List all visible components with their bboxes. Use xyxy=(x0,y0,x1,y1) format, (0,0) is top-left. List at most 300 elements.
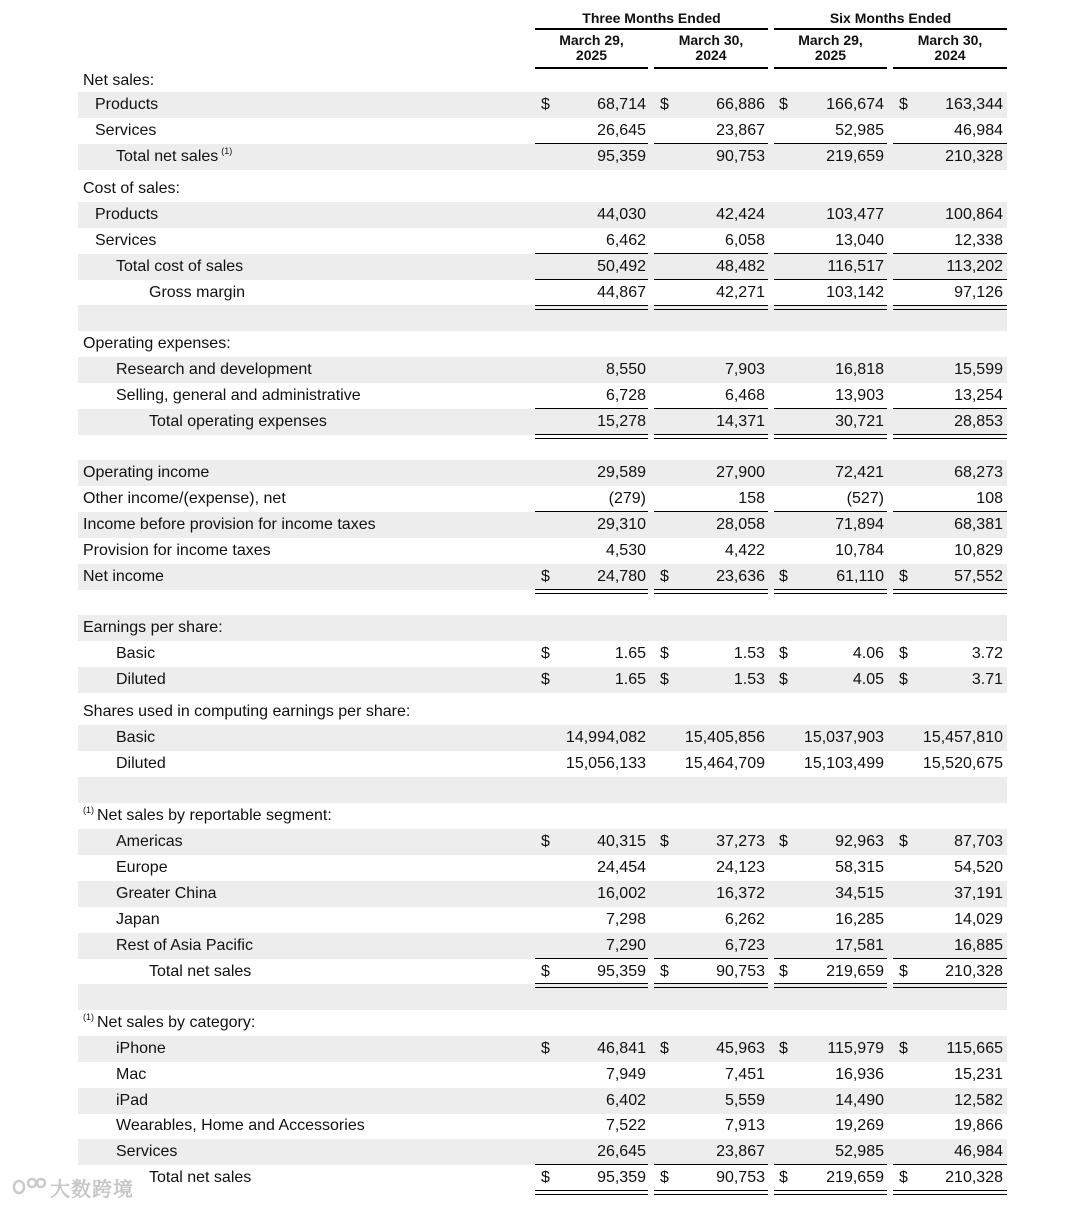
currency-symbol: $ xyxy=(541,568,550,585)
row-label xyxy=(83,486,286,512)
cell-value: 158 xyxy=(738,490,765,507)
underline-rule xyxy=(535,958,648,959)
currency-symbol: $ xyxy=(660,568,669,585)
row-label xyxy=(149,959,251,985)
row-label-text: Total net sales xyxy=(116,148,219,165)
cell-value: 7,949 xyxy=(605,1066,646,1083)
row-label-text: Japan xyxy=(116,911,160,928)
cell-value: 4,530 xyxy=(605,542,646,559)
row-label xyxy=(116,1139,177,1165)
currency-symbol: $ xyxy=(541,96,550,113)
underline-rule xyxy=(893,143,1007,144)
cell-value: 46,984 xyxy=(954,122,1003,139)
cell-value: 50,492 xyxy=(597,258,646,275)
currency-symbol: $ xyxy=(541,1040,550,1057)
cell-value: 15,464,709 xyxy=(684,755,765,772)
row-label-text: Operating income xyxy=(83,464,210,481)
cell-value: 92,963 xyxy=(835,833,884,850)
cell-value: 45,963 xyxy=(716,1040,765,1057)
row-label xyxy=(83,176,180,202)
cell-value: 13,903 xyxy=(835,387,884,404)
cell-value: 16,285 xyxy=(835,911,884,928)
table-row xyxy=(78,538,1007,564)
cell-value: 57,552 xyxy=(954,568,1003,585)
row-label xyxy=(116,383,361,409)
cell-value: 7,451 xyxy=(724,1066,765,1083)
cell-value: 68,273 xyxy=(954,464,1003,481)
currency-symbol: $ xyxy=(660,96,669,113)
cell-value: 15,520,675 xyxy=(922,755,1003,772)
underline-rule xyxy=(774,143,887,144)
currency-symbol: $ xyxy=(541,1169,550,1186)
row-label-text: Greater China xyxy=(116,885,217,902)
cell-value: 113,202 xyxy=(946,258,1003,275)
cell-value: 23,867 xyxy=(716,1143,765,1160)
table-row xyxy=(78,699,1007,725)
column-header: March 30, 2024 xyxy=(893,33,1007,69)
row-label-text: Total operating expenses xyxy=(149,413,327,430)
table-row xyxy=(78,1113,1007,1139)
double-underline-rule xyxy=(774,305,887,310)
double-underline-rule xyxy=(893,589,1007,594)
underline-rule xyxy=(535,408,648,409)
cell-value: 66,886 xyxy=(716,96,765,113)
row-label xyxy=(116,254,243,280)
cell-value: 3.72 xyxy=(971,645,1003,662)
currency-symbol: $ xyxy=(779,1040,788,1057)
table-row xyxy=(78,667,1007,693)
cell-value: 46,841 xyxy=(597,1040,646,1057)
row-label xyxy=(83,699,410,725)
table-row xyxy=(78,254,1007,280)
cell-value: 1.53 xyxy=(733,671,765,688)
row-label-text: Total net sales xyxy=(149,963,252,980)
row-label-text: Provision for income taxes xyxy=(83,542,271,559)
cell-value: 90,753 xyxy=(716,1169,765,1186)
underline-rule xyxy=(654,279,768,280)
row-label-text: Services xyxy=(95,122,157,139)
cell-value: 42,424 xyxy=(716,206,765,223)
cell-value: 4.05 xyxy=(852,671,884,688)
row-label-text: Diluted xyxy=(116,755,166,772)
cell-value: 7,290 xyxy=(605,937,646,954)
table-row xyxy=(78,68,1007,94)
table-row xyxy=(78,855,1007,881)
cell-value: 4,422 xyxy=(724,542,765,559)
underline-rule xyxy=(893,279,1007,280)
cell-value: 14,994,082 xyxy=(565,729,646,746)
row-label-text: Diluted xyxy=(116,671,166,688)
table-row xyxy=(78,564,1007,590)
cell-value: 68,381 xyxy=(954,516,1003,533)
row-label xyxy=(116,1113,365,1139)
column-header: March 29, 2025 xyxy=(774,33,887,69)
cell-value: 34,515 xyxy=(835,885,884,902)
cell-value: 6,262 xyxy=(724,911,765,928)
cell-value: 16,372 xyxy=(716,885,765,902)
double-underline-rule xyxy=(893,983,1007,988)
cell-value: 15,457,810 xyxy=(922,729,1003,746)
row-label-text: Products xyxy=(95,96,159,113)
underline-rule xyxy=(774,958,887,959)
currency-symbol: $ xyxy=(899,671,908,688)
cell-value: 87,703 xyxy=(954,833,1003,850)
underline-rule xyxy=(654,253,768,254)
row-label-text: Products xyxy=(95,206,159,223)
row-label-text: Wearables, Home and Accessories xyxy=(116,1117,365,1134)
currency-symbol: $ xyxy=(899,1040,908,1057)
row-label xyxy=(83,615,223,641)
table-row xyxy=(78,615,1007,641)
double-underline-rule xyxy=(774,589,887,594)
currency-symbol: $ xyxy=(779,833,788,850)
cell-value: 37,273 xyxy=(716,833,765,850)
cell-value: 4.06 xyxy=(852,645,884,662)
row-label-text: Shares used in computing earnings per share: xyxy=(83,703,411,720)
cell-value: 27,900 xyxy=(716,464,765,481)
row-label xyxy=(116,667,166,693)
double-underline-rule xyxy=(535,589,648,594)
cell-value: 24,454 xyxy=(597,859,646,876)
double-underline-rule xyxy=(774,1190,887,1195)
underline-rule xyxy=(535,143,648,144)
cell-value: 6,462 xyxy=(605,232,646,249)
footnote-marker: (1) xyxy=(83,805,94,815)
cell-value: 103,142 xyxy=(826,284,884,301)
table-row xyxy=(78,881,1007,907)
cell-value: 6,058 xyxy=(724,232,765,249)
cell-value: 28,058 xyxy=(716,516,765,533)
cell-value: 15,231 xyxy=(954,1066,1003,1083)
row-label-text: Earnings per share: xyxy=(83,619,223,636)
row-label xyxy=(116,641,155,667)
row-label xyxy=(116,1062,146,1088)
cell-value: 103,477 xyxy=(826,206,884,223)
cell-value: 115,979 xyxy=(827,1040,884,1057)
cell-value: 14,490 xyxy=(835,1092,884,1109)
table-row xyxy=(78,1010,1007,1036)
underline-rule xyxy=(893,958,1007,959)
currency-symbol: $ xyxy=(541,833,550,850)
currency-symbol: $ xyxy=(541,963,550,980)
double-underline-rule xyxy=(893,305,1007,310)
watermark xyxy=(8,1170,134,1204)
row-label-text: Basic xyxy=(116,729,156,746)
row-label xyxy=(149,280,245,306)
cell-value: 19,866 xyxy=(954,1117,1003,1134)
row-label-text: Net sales: xyxy=(83,72,155,89)
table-row xyxy=(78,1036,1007,1062)
cell-value: 19,269 xyxy=(835,1117,884,1134)
row-label-text: Operating expenses: xyxy=(83,335,231,352)
row-label xyxy=(149,1165,251,1191)
cell-value: 24,123 xyxy=(716,859,765,876)
cell-value: 26,645 xyxy=(597,1143,646,1160)
cell-value: 52,985 xyxy=(835,1143,884,1160)
row-label-text: Gross margin xyxy=(149,284,246,301)
row-label-text: Other income/(expense), net xyxy=(83,490,286,507)
row-label-text: Selling, general and administrative xyxy=(116,387,361,404)
row-label xyxy=(83,331,231,357)
cell-value: 71,894 xyxy=(835,516,884,533)
row-label xyxy=(95,202,158,228)
cell-value: 6,728 xyxy=(605,387,646,404)
cell-value: 15,056,133 xyxy=(565,755,646,772)
currency-symbol: $ xyxy=(899,833,908,850)
double-underline-rule xyxy=(654,983,768,988)
row-label xyxy=(83,1010,255,1036)
cell-value: 7,903 xyxy=(724,361,765,378)
currency-symbol: $ xyxy=(899,1169,908,1186)
row-label-text: Rest of Asia Pacific xyxy=(116,937,253,954)
cell-value: 13,040 xyxy=(835,232,884,249)
cell-value: 166,674 xyxy=(826,96,884,113)
cell-value: 29,589 xyxy=(597,464,646,481)
cell-value: 6,402 xyxy=(605,1092,646,1109)
row-label xyxy=(116,881,217,907)
cell-value: 46,984 xyxy=(954,1143,1003,1160)
cell-value: (527) xyxy=(846,490,884,507)
cell-value: 15,278 xyxy=(597,413,646,430)
footnote-marker: (1) xyxy=(83,1012,94,1022)
currency-symbol: $ xyxy=(660,1040,669,1057)
cell-value: 219,659 xyxy=(826,1169,884,1186)
table-row xyxy=(78,176,1007,202)
table-row xyxy=(78,280,1007,306)
row-label xyxy=(116,725,155,751)
double-underline-rule xyxy=(774,434,887,439)
row-label xyxy=(83,564,164,590)
cell-value: 163,344 xyxy=(945,96,1003,113)
cell-value: 37,191 xyxy=(954,885,1003,902)
underline-rule xyxy=(893,1164,1007,1165)
row-label-text: iPhone xyxy=(116,1040,166,1057)
table-row xyxy=(78,144,1007,170)
table-row xyxy=(78,1139,1007,1165)
cell-value: 40,315 xyxy=(597,833,646,850)
underline-rule xyxy=(774,511,887,512)
table-row xyxy=(78,357,1007,383)
table-row xyxy=(78,460,1007,486)
row-label-text: Net sales by category: xyxy=(97,1014,256,1031)
footnote-marker: (1) xyxy=(221,146,233,156)
double-underline-rule xyxy=(774,983,887,988)
underline-rule xyxy=(535,279,648,280)
double-underline-rule xyxy=(535,434,648,439)
table-row xyxy=(78,751,1007,777)
cell-value: 5,559 xyxy=(724,1092,765,1109)
cell-value: 1.65 xyxy=(614,671,646,688)
cell-value: 90,753 xyxy=(716,148,765,165)
cell-value: 95,359 xyxy=(597,1169,646,1186)
row-label xyxy=(116,144,232,170)
row-label xyxy=(116,855,168,881)
underline-rule xyxy=(535,253,648,254)
underline-rule xyxy=(535,511,648,512)
underline-rule xyxy=(774,253,887,254)
cell-value: 15,037,903 xyxy=(803,729,884,746)
row-label xyxy=(116,1088,148,1114)
row-label xyxy=(116,933,253,959)
double-underline-rule xyxy=(535,305,648,310)
cell-value: 210,328 xyxy=(945,963,1003,980)
cell-value: 23,636 xyxy=(716,568,765,585)
cell-value: 6,468 xyxy=(724,387,765,404)
currency-symbol: $ xyxy=(660,645,669,662)
row-label xyxy=(83,68,154,94)
underline-rule xyxy=(774,279,887,280)
cell-value: 97,126 xyxy=(954,284,1003,301)
underline-rule xyxy=(654,511,768,512)
cell-value: 219,659 xyxy=(826,148,884,165)
underline-rule xyxy=(654,408,768,409)
table-row xyxy=(78,725,1007,751)
row-label xyxy=(83,512,376,538)
double-underline-rule xyxy=(654,1190,768,1195)
cell-value: 12,582 xyxy=(954,1092,1003,1109)
cell-value: (279) xyxy=(608,490,646,507)
table-row xyxy=(78,1062,1007,1088)
row-label-text: Total cost of sales xyxy=(116,258,244,275)
cell-value: 1.53 xyxy=(733,645,765,662)
cell-value: 72,421 xyxy=(835,464,884,481)
underline-rule xyxy=(893,511,1007,512)
currency-symbol: $ xyxy=(899,568,908,585)
cell-value: 7,522 xyxy=(605,1117,646,1134)
double-underline-rule xyxy=(535,1190,648,1195)
cell-value: 26,645 xyxy=(597,122,646,139)
cell-value: 29,310 xyxy=(597,516,646,533)
double-underline-rule xyxy=(893,434,1007,439)
row-label-text: Net sales by reportable segment: xyxy=(97,807,332,824)
cell-value: 14,371 xyxy=(716,413,765,430)
cell-value: 15,103,499 xyxy=(803,755,884,772)
double-underline-rule xyxy=(654,305,768,310)
cell-value: 7,913 xyxy=(724,1117,765,1134)
cell-value: 48,482 xyxy=(716,258,765,275)
currency-symbol: $ xyxy=(779,645,788,662)
table-row xyxy=(78,933,1007,959)
double-underline-rule xyxy=(893,1190,1007,1195)
row-label xyxy=(95,228,156,254)
cell-value: 12,338 xyxy=(954,232,1003,249)
row-label xyxy=(83,538,271,564)
cell-value: 95,359 xyxy=(597,963,646,980)
row-label xyxy=(95,92,158,118)
row-label xyxy=(116,829,183,855)
row-label xyxy=(95,118,156,144)
row-label xyxy=(116,357,312,383)
table-row xyxy=(78,907,1007,933)
header-three-months-ended: Three Months Ended xyxy=(535,8,768,30)
table-row xyxy=(78,409,1007,435)
column-header: March 29, 2025 xyxy=(535,33,648,69)
currency-symbol: $ xyxy=(541,645,550,662)
cell-value: 13,254 xyxy=(954,387,1003,404)
row-label-text: Europe xyxy=(116,859,168,876)
cell-value: 68,714 xyxy=(597,96,646,113)
row-label-text: Services xyxy=(95,232,157,249)
double-underline-rule xyxy=(654,589,768,594)
cell-value: 100,864 xyxy=(945,206,1003,223)
currency-symbol: $ xyxy=(779,671,788,688)
underline-rule xyxy=(654,143,768,144)
underline-rule xyxy=(535,1164,648,1165)
cell-value: 90,753 xyxy=(716,963,765,980)
row-label-text: Total net sales xyxy=(149,1169,252,1186)
row-label-text: Cost of sales: xyxy=(83,180,180,197)
cell-value: 6,723 xyxy=(724,937,765,954)
double-underline-rule xyxy=(535,983,648,988)
cell-value: 210,328 xyxy=(945,1169,1003,1186)
row-label-text: Services xyxy=(116,1143,178,1160)
cell-value: 116,517 xyxy=(827,258,884,275)
header-six-months-ended: Six Months Ended xyxy=(774,8,1007,30)
watermark-text: 大数跨境 xyxy=(50,1178,134,1201)
cell-value: 16,885 xyxy=(954,937,1003,954)
currency-symbol: $ xyxy=(899,96,908,113)
table-row xyxy=(78,383,1007,409)
cell-value: 16,936 xyxy=(835,1066,884,1083)
row-label xyxy=(149,409,327,435)
currency-symbol: $ xyxy=(660,1169,669,1186)
cell-value: 8,550 xyxy=(605,361,646,378)
underline-rule xyxy=(893,408,1007,409)
row-label-text: Income before provision for income taxes xyxy=(83,516,376,533)
cell-value: 95,359 xyxy=(597,148,646,165)
table-row xyxy=(78,486,1007,512)
row-label-text: Americas xyxy=(116,833,183,850)
cell-value: 108 xyxy=(976,490,1003,507)
column-header: March 30, 2024 xyxy=(654,33,768,69)
cell-value: 58,315 xyxy=(835,859,884,876)
currency-symbol: $ xyxy=(779,1169,788,1186)
cell-value: 16,818 xyxy=(835,361,884,378)
cell-value: 30,721 xyxy=(835,413,884,430)
underline-rule xyxy=(893,253,1007,254)
row-label xyxy=(116,1036,166,1062)
cell-value: 16,002 xyxy=(597,885,646,902)
currency-symbol: $ xyxy=(779,963,788,980)
cell-value: 3.71 xyxy=(971,671,1003,688)
row-label xyxy=(83,460,209,486)
currency-symbol: $ xyxy=(899,963,908,980)
cell-value: 210,328 xyxy=(945,148,1003,165)
cell-value: 54,520 xyxy=(954,859,1003,876)
table-row xyxy=(78,641,1007,667)
table-row xyxy=(78,118,1007,144)
table-row xyxy=(78,202,1007,228)
currency-symbol: $ xyxy=(899,645,908,662)
row-label-text: Mac xyxy=(116,1066,147,1083)
spacer-row xyxy=(78,777,1007,803)
cell-value: 1.65 xyxy=(614,645,646,662)
cell-value: 24,780 xyxy=(597,568,646,585)
cell-value: 10,784 xyxy=(835,542,884,559)
cell-value: 14,029 xyxy=(954,911,1003,928)
row-label-text: iPad xyxy=(116,1092,149,1109)
cell-value: 28,853 xyxy=(954,413,1003,430)
row-label xyxy=(116,751,166,777)
currency-symbol: $ xyxy=(660,963,669,980)
table-row xyxy=(78,228,1007,254)
table-row xyxy=(78,331,1007,357)
currency-symbol: $ xyxy=(779,96,788,113)
row-label xyxy=(116,907,160,933)
cell-value: 23,867 xyxy=(716,122,765,139)
currency-symbol: $ xyxy=(660,833,669,850)
table-row xyxy=(78,803,1007,829)
